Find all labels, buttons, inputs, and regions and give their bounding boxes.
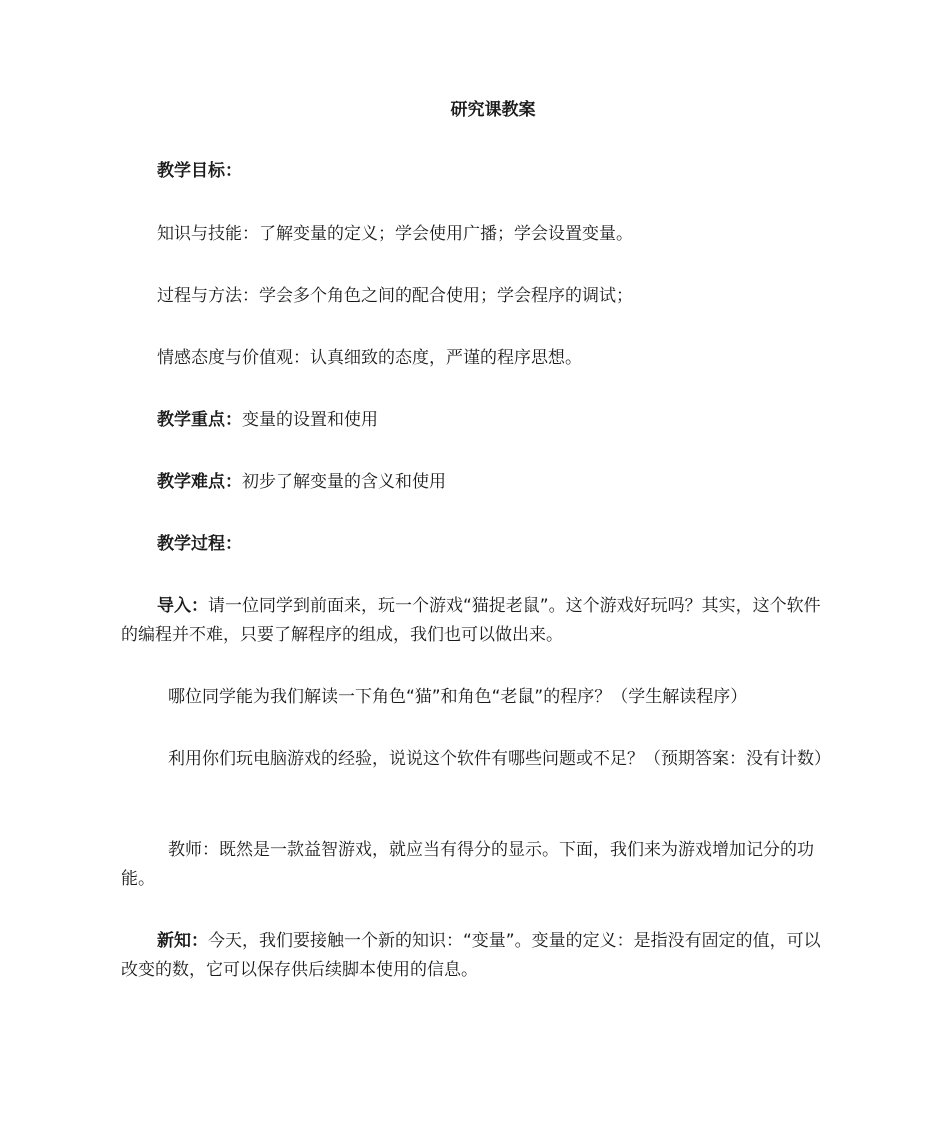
difficulty-text: 初步了解变量的含义和使用 (242, 472, 446, 492)
paragraph-teacher: 教师：既然是一款益智游戏，就应当有得分的显示。下面，我们来为游戏增加记分的功能。 (121, 840, 814, 889)
document-title: 研究课教案 (450, 100, 536, 120)
key-point (157, 409, 378, 431)
new-knowledge-label: 新知： (157, 931, 208, 951)
key-point-text: 变量的设置和使用 (242, 410, 378, 430)
paragraph-interpret: 哪位同学能为我们解读一下角色“猫”和角色“老鼠”的程序？（学生解读程序） (168, 687, 748, 707)
difficulty (157, 471, 446, 493)
objective-process: 过程与方法：学会多个角色之间的配合使用；学会程序的调试； (157, 286, 633, 306)
new-knowledge-text: 今天，我们要接触一个新的知识：“变量”。变量的定义：是指没有固定的值，可以改变的数，它可以保存供后续脚本使用的信息。 (121, 931, 821, 980)
new-knowledge-paragraph (121, 927, 836, 985)
intro-paragraph (121, 592, 836, 650)
objective-attitude: 情感态度与价值观：认真细致的态度，严谨的程序思想。 (157, 348, 582, 368)
key-point-label: 教学重点： (157, 410, 242, 430)
process-heading: 教学过程： (157, 534, 242, 554)
difficulty-label: 教学难点： (157, 472, 242, 492)
paragraph-experience: 利用你们玩电脑游戏的经验，说说这个软件有哪些问题或不足？（预期答案：没有计数） (168, 749, 831, 769)
intro-text: 请一位同学到前面来，玩一个游戏“猫捉老鼠”。这个游戏好玩吗？其实，这个软件的编程并不难，只要了解程序的组成，我们也可以做出来。 (121, 596, 821, 645)
objective-knowledge: 知识与技能：了解变量的定义；学会使用广播；学会设置变量。 (157, 224, 633, 244)
objectives-heading: 教学目标： (157, 161, 242, 181)
intro-label: 导入： (157, 596, 208, 616)
